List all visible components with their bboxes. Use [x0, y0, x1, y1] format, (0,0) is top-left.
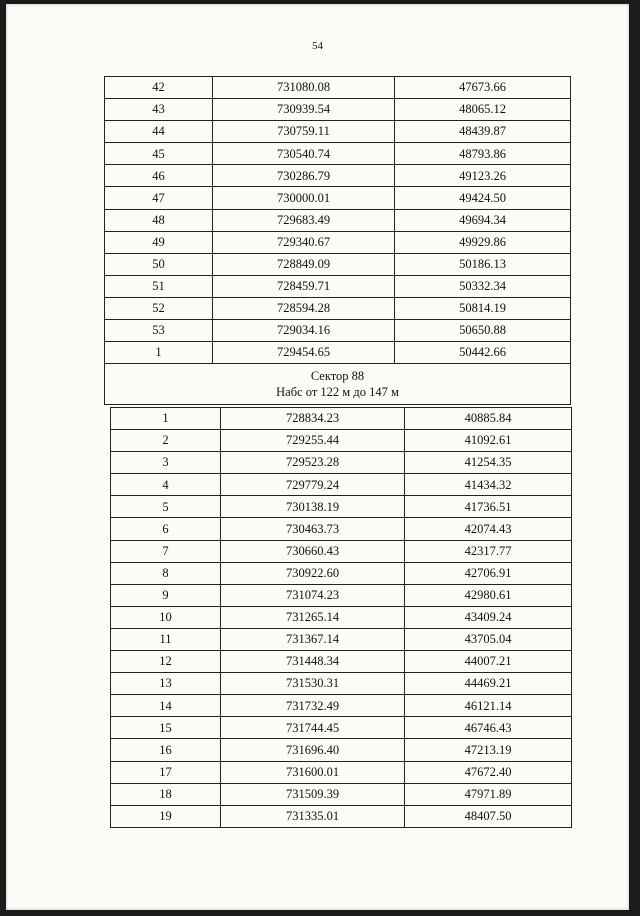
table-row	[105, 121, 571, 143]
x-coordinate-cell: 730759.11	[213, 121, 395, 143]
table-row	[111, 739, 572, 761]
point-number-cell: 16	[111, 739, 221, 761]
y-coordinate-cell: 41092.61	[405, 430, 572, 452]
table-row	[111, 628, 572, 650]
point-number-cell: 4	[111, 474, 221, 496]
x-coordinate-cell: 731265.14	[221, 606, 405, 628]
y-coordinate-cell: 49694.34	[395, 209, 571, 231]
y-coordinate-cell: 47673.66	[395, 77, 571, 99]
point-number-cell: 45	[105, 143, 213, 165]
y-coordinate-cell: 42317.77	[405, 540, 572, 562]
x-coordinate-cell: 731744.45	[221, 717, 405, 739]
point-number-cell: 5	[111, 496, 221, 518]
y-coordinate-cell: 43705.04	[405, 628, 572, 650]
x-coordinate-cell: 729034.16	[213, 320, 395, 342]
x-coordinate-cell: 731080.08	[213, 77, 395, 99]
coordinates-table-upper-body	[105, 77, 571, 405]
table-row	[111, 717, 572, 739]
x-coordinate-cell: 730540.74	[213, 143, 395, 165]
section-title: Сектор 88	[310, 368, 365, 383]
y-coordinate-cell: 49929.86	[395, 231, 571, 253]
table-row	[111, 452, 572, 474]
y-coordinate-cell: 49123.26	[395, 165, 571, 187]
x-coordinate-cell: 730939.54	[213, 99, 395, 121]
point-number-cell: 15	[111, 717, 221, 739]
table-row	[111, 540, 572, 562]
table-row	[111, 805, 572, 827]
point-number-cell: 51	[105, 275, 213, 297]
point-number-cell: 12	[111, 651, 221, 673]
x-coordinate-cell: 728459.71	[213, 275, 395, 297]
table-row	[105, 342, 571, 364]
table-row	[105, 187, 571, 209]
table-row	[111, 430, 572, 452]
table-row	[105, 231, 571, 253]
point-number-cell: 13	[111, 673, 221, 695]
point-number-cell: 10	[111, 606, 221, 628]
table-row	[111, 651, 572, 673]
table-row	[105, 209, 571, 231]
y-coordinate-cell: 47213.19	[405, 739, 572, 761]
table-row	[111, 783, 572, 805]
y-coordinate-cell: 46746.43	[405, 717, 572, 739]
y-coordinate-cell: 41434.32	[405, 474, 572, 496]
point-number-cell: 3	[111, 452, 221, 474]
point-number-cell: 1	[111, 408, 221, 430]
y-coordinate-cell: 47971.89	[405, 783, 572, 805]
x-coordinate-cell: 729779.24	[221, 474, 405, 496]
point-number-cell: 47	[105, 187, 213, 209]
x-coordinate-cell: 731448.34	[221, 651, 405, 673]
point-number-cell: 18	[111, 783, 221, 805]
y-coordinate-cell: 49424.50	[395, 187, 571, 209]
table-row	[111, 584, 572, 606]
point-number-cell: 53	[105, 320, 213, 342]
table-row	[105, 77, 571, 99]
table-row	[111, 562, 572, 584]
y-coordinate-cell: 50650.88	[395, 320, 571, 342]
table-row	[111, 496, 572, 518]
x-coordinate-cell: 729454.65	[213, 342, 395, 364]
point-number-cell: 17	[111, 761, 221, 783]
x-coordinate-cell: 731530.31	[221, 673, 405, 695]
x-coordinate-cell: 731074.23	[221, 584, 405, 606]
point-number-cell: 11	[111, 628, 221, 650]
y-coordinate-cell: 48407.50	[405, 805, 572, 827]
x-coordinate-cell: 729683.49	[213, 209, 395, 231]
table-row	[105, 320, 571, 342]
x-coordinate-cell: 729523.28	[221, 452, 405, 474]
y-coordinate-cell: 48793.86	[395, 143, 571, 165]
x-coordinate-cell: 728594.28	[213, 297, 395, 319]
table-row	[111, 606, 572, 628]
y-coordinate-cell: 44007.21	[405, 651, 572, 673]
table-row	[111, 695, 572, 717]
coordinates-table-lower	[110, 407, 572, 828]
section-header-cell	[105, 364, 571, 405]
x-coordinate-cell: 729255.44	[221, 430, 405, 452]
y-coordinate-cell: 43409.24	[405, 606, 572, 628]
point-number-cell: 50	[105, 253, 213, 275]
y-coordinate-cell: 40885.84	[405, 408, 572, 430]
point-number-cell: 14	[111, 695, 221, 717]
y-coordinate-cell: 50814.19	[395, 297, 571, 319]
point-number-cell: 2	[111, 430, 221, 452]
y-coordinate-cell: 41736.51	[405, 496, 572, 518]
section-header-row	[105, 364, 571, 405]
table-row	[111, 408, 572, 430]
table-row	[111, 474, 572, 496]
table-row	[111, 673, 572, 695]
x-coordinate-cell: 731696.40	[221, 739, 405, 761]
x-coordinate-cell: 731367.14	[221, 628, 405, 650]
x-coordinate-cell: 730660.43	[221, 540, 405, 562]
point-number-cell: 8	[111, 562, 221, 584]
x-coordinate-cell: 730463.73	[221, 518, 405, 540]
point-number-cell: 7	[111, 540, 221, 562]
coordinates-table-lower-body	[111, 408, 572, 828]
page-number: 54	[312, 40, 323, 52]
point-number-cell: 46	[105, 165, 213, 187]
table-row	[105, 165, 571, 187]
point-number-cell: 43	[105, 99, 213, 121]
x-coordinate-cell: 731732.49	[221, 695, 405, 717]
x-coordinate-cell: 728849.09	[213, 253, 395, 275]
point-number-cell: 42	[105, 77, 213, 99]
y-coordinate-cell: 47672.40	[405, 761, 572, 783]
x-coordinate-cell: 731509.39	[221, 783, 405, 805]
y-coordinate-cell: 50186.13	[395, 253, 571, 275]
x-coordinate-cell: 730000.01	[213, 187, 395, 209]
y-coordinate-cell: 48065.12	[395, 99, 571, 121]
table-row	[105, 253, 571, 275]
table-row	[105, 99, 571, 121]
point-number-cell: 52	[105, 297, 213, 319]
point-number-cell: 49	[105, 231, 213, 253]
table-row	[105, 143, 571, 165]
point-number-cell: 44	[105, 121, 213, 143]
y-coordinate-cell: 46121.14	[405, 695, 572, 717]
document-page	[6, 4, 629, 910]
y-coordinate-cell: 41254.35	[405, 452, 572, 474]
point-number-cell: 1	[105, 342, 213, 364]
table-row	[105, 297, 571, 319]
y-coordinate-cell: 50332.34	[395, 275, 571, 297]
y-coordinate-cell: 42706.91	[405, 562, 572, 584]
x-coordinate-cell: 730922.60	[221, 562, 405, 584]
point-number-cell: 19	[111, 805, 221, 827]
table-row	[105, 275, 571, 297]
x-coordinate-cell: 731600.01	[221, 761, 405, 783]
point-number-cell: 48	[105, 209, 213, 231]
x-coordinate-cell: 729340.67	[213, 231, 395, 253]
x-coordinate-cell: 730138.19	[221, 496, 405, 518]
y-coordinate-cell: 50442.66	[395, 342, 571, 364]
table-row	[111, 761, 572, 783]
y-coordinate-cell: 44469.21	[405, 673, 572, 695]
point-number-cell: 6	[111, 518, 221, 540]
y-coordinate-cell: 42980.61	[405, 584, 572, 606]
coordinates-table-upper	[104, 76, 571, 405]
y-coordinate-cell: 42074.43	[405, 518, 572, 540]
x-coordinate-cell: 728834.23	[221, 408, 405, 430]
table-row	[111, 518, 572, 540]
x-coordinate-cell: 731335.01	[221, 805, 405, 827]
x-coordinate-cell: 730286.79	[213, 165, 395, 187]
section-subtitle: Набс от 122 м до 147 м	[276, 385, 399, 400]
point-number-cell: 9	[111, 584, 221, 606]
y-coordinate-cell: 48439.87	[395, 121, 571, 143]
